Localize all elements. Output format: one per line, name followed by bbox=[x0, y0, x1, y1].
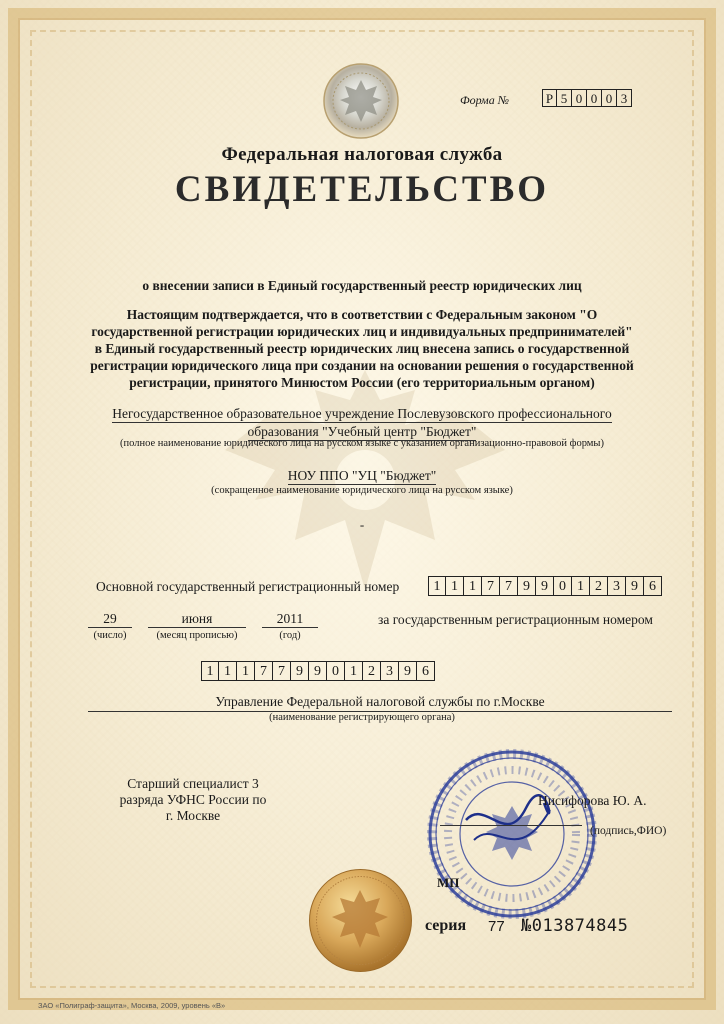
full-name-hint: (полное наименование юридического лица на русском языке с указанием организационно-правовой формы) bbox=[120, 438, 604, 449]
grn-digit: 1 bbox=[201, 661, 219, 681]
grn-label: за государственным регистрационным номером bbox=[378, 612, 653, 627]
grn-digit: 7 bbox=[273, 661, 291, 681]
agency-name: Федеральная налоговая служба bbox=[221, 144, 503, 165]
ogrn-digit: 1 bbox=[464, 576, 482, 596]
certificate-body bbox=[60, 306, 664, 391]
body-line: регистрации, принятого Минюстом России (его территориальным органом) bbox=[129, 375, 595, 390]
grn-digit: 2 bbox=[363, 661, 381, 681]
form-code-cell: 0 bbox=[572, 89, 587, 107]
year-hint: (год) bbox=[279, 630, 301, 641]
grn-digit: 9 bbox=[309, 661, 327, 681]
registration-day: 29 bbox=[88, 611, 132, 628]
hologram-emblem-icon bbox=[322, 62, 400, 140]
ogrn-label: Основной государственный регистрационный номер bbox=[96, 579, 400, 594]
body-line: государственной регистрации юридических лиц и индивидуальных предпринимателей" bbox=[91, 324, 633, 339]
day-hint: (число) bbox=[93, 630, 127, 641]
full-name bbox=[60, 405, 664, 441]
printer-footer: ЗАО «Полиграф-защита», Москва, 2009, уровень «В» bbox=[38, 1001, 226, 1010]
body-line: Настоящим подтверждается, что в соответствии с Федеральным законом "О bbox=[126, 307, 598, 322]
ogrn-digit: 7 bbox=[482, 576, 500, 596]
ogrn-digit: 2 bbox=[590, 576, 608, 596]
position-line: Старший специалист 3 bbox=[127, 776, 259, 791]
series-number: 77 bbox=[488, 918, 505, 935]
stamp-place-label: МП bbox=[437, 875, 460, 890]
grn-digit: 6 bbox=[417, 661, 435, 681]
registering-organ: Управление Федеральной налоговой службы по г.Москве bbox=[88, 694, 672, 712]
signature-line bbox=[440, 824, 582, 826]
grn-number-box bbox=[201, 661, 435, 681]
form-code-cell: 3 bbox=[617, 89, 632, 107]
position-line: г. Москве bbox=[165, 808, 221, 823]
grn-digit: 9 bbox=[291, 661, 309, 681]
position-line: разряда УФНС России по bbox=[119, 792, 267, 807]
official-position bbox=[105, 776, 281, 824]
registration-year: 2011 bbox=[262, 611, 318, 628]
ogrn-digit: 7 bbox=[500, 576, 518, 596]
grn-digit: 1 bbox=[345, 661, 363, 681]
ogrn-digit: 0 bbox=[554, 576, 572, 596]
ogrn-digit: 1 bbox=[446, 576, 464, 596]
month-hint: (месяц прописью) bbox=[156, 630, 238, 641]
ogrn-digit: 9 bbox=[518, 576, 536, 596]
series-label: серия bbox=[425, 917, 467, 934]
tax-office-stamp-icon bbox=[426, 748, 598, 920]
registration-month: июня bbox=[148, 611, 246, 628]
full-name-line: образования "Учебный центр "Бюджет" bbox=[247, 424, 477, 439]
body-line: в Единый государственный реестр юридических лиц внесена запись о государственной bbox=[94, 341, 630, 356]
grn-digit: 7 bbox=[255, 661, 273, 681]
short-name-hint: (сокращенное наименование юридического лица на русском языке) bbox=[211, 485, 513, 496]
ogrn-number-box bbox=[428, 576, 662, 596]
ogrn-digit: 9 bbox=[536, 576, 554, 596]
grn-digit: 3 bbox=[381, 661, 399, 681]
empty-field-dash: - bbox=[359, 517, 365, 532]
gold-seal-icon bbox=[308, 868, 413, 973]
full-name-line: Негосударственное образовательное учреждение Послевузовского профессионального bbox=[112, 406, 612, 421]
form-code-cell: Р bbox=[542, 89, 557, 107]
grn-digit: 1 bbox=[219, 661, 237, 681]
grn-digit: 0 bbox=[327, 661, 345, 681]
form-code-cell: 0 bbox=[587, 89, 602, 107]
ogrn-digit: 1 bbox=[572, 576, 590, 596]
signature-hint: (подпись,ФИО) bbox=[590, 825, 667, 837]
form-code-cell: 0 bbox=[602, 89, 617, 107]
ogrn-digit: 9 bbox=[626, 576, 644, 596]
registering-organ-hint: (наименование регистрирующего органа) bbox=[269, 712, 455, 723]
short-name bbox=[60, 468, 664, 485]
signer-name: Нисифорова Ю. А. bbox=[538, 793, 647, 808]
document-subtitle: о внесении записи в Единый государственный реестр юридических лиц bbox=[142, 278, 582, 293]
ogrn-digit: 6 bbox=[644, 576, 662, 596]
document-number: №013874845 bbox=[521, 916, 629, 936]
ogrn-digit: 3 bbox=[608, 576, 626, 596]
document-title: СВИДЕТЕЛЬСТВО bbox=[174, 169, 550, 210]
form-label: Форма № bbox=[460, 93, 510, 107]
grn-digit: 9 bbox=[399, 661, 417, 681]
short-name-value: НОУ ППО "УЦ "Бюджет" bbox=[287, 468, 437, 483]
ogrn-digit: 1 bbox=[428, 576, 446, 596]
form-code-cell: 5 bbox=[557, 89, 572, 107]
grn-digit: 1 bbox=[237, 661, 255, 681]
form-code-box bbox=[542, 89, 632, 107]
body-line: регистрации юридического лица при создании на основании решения о государственной bbox=[90, 358, 634, 373]
